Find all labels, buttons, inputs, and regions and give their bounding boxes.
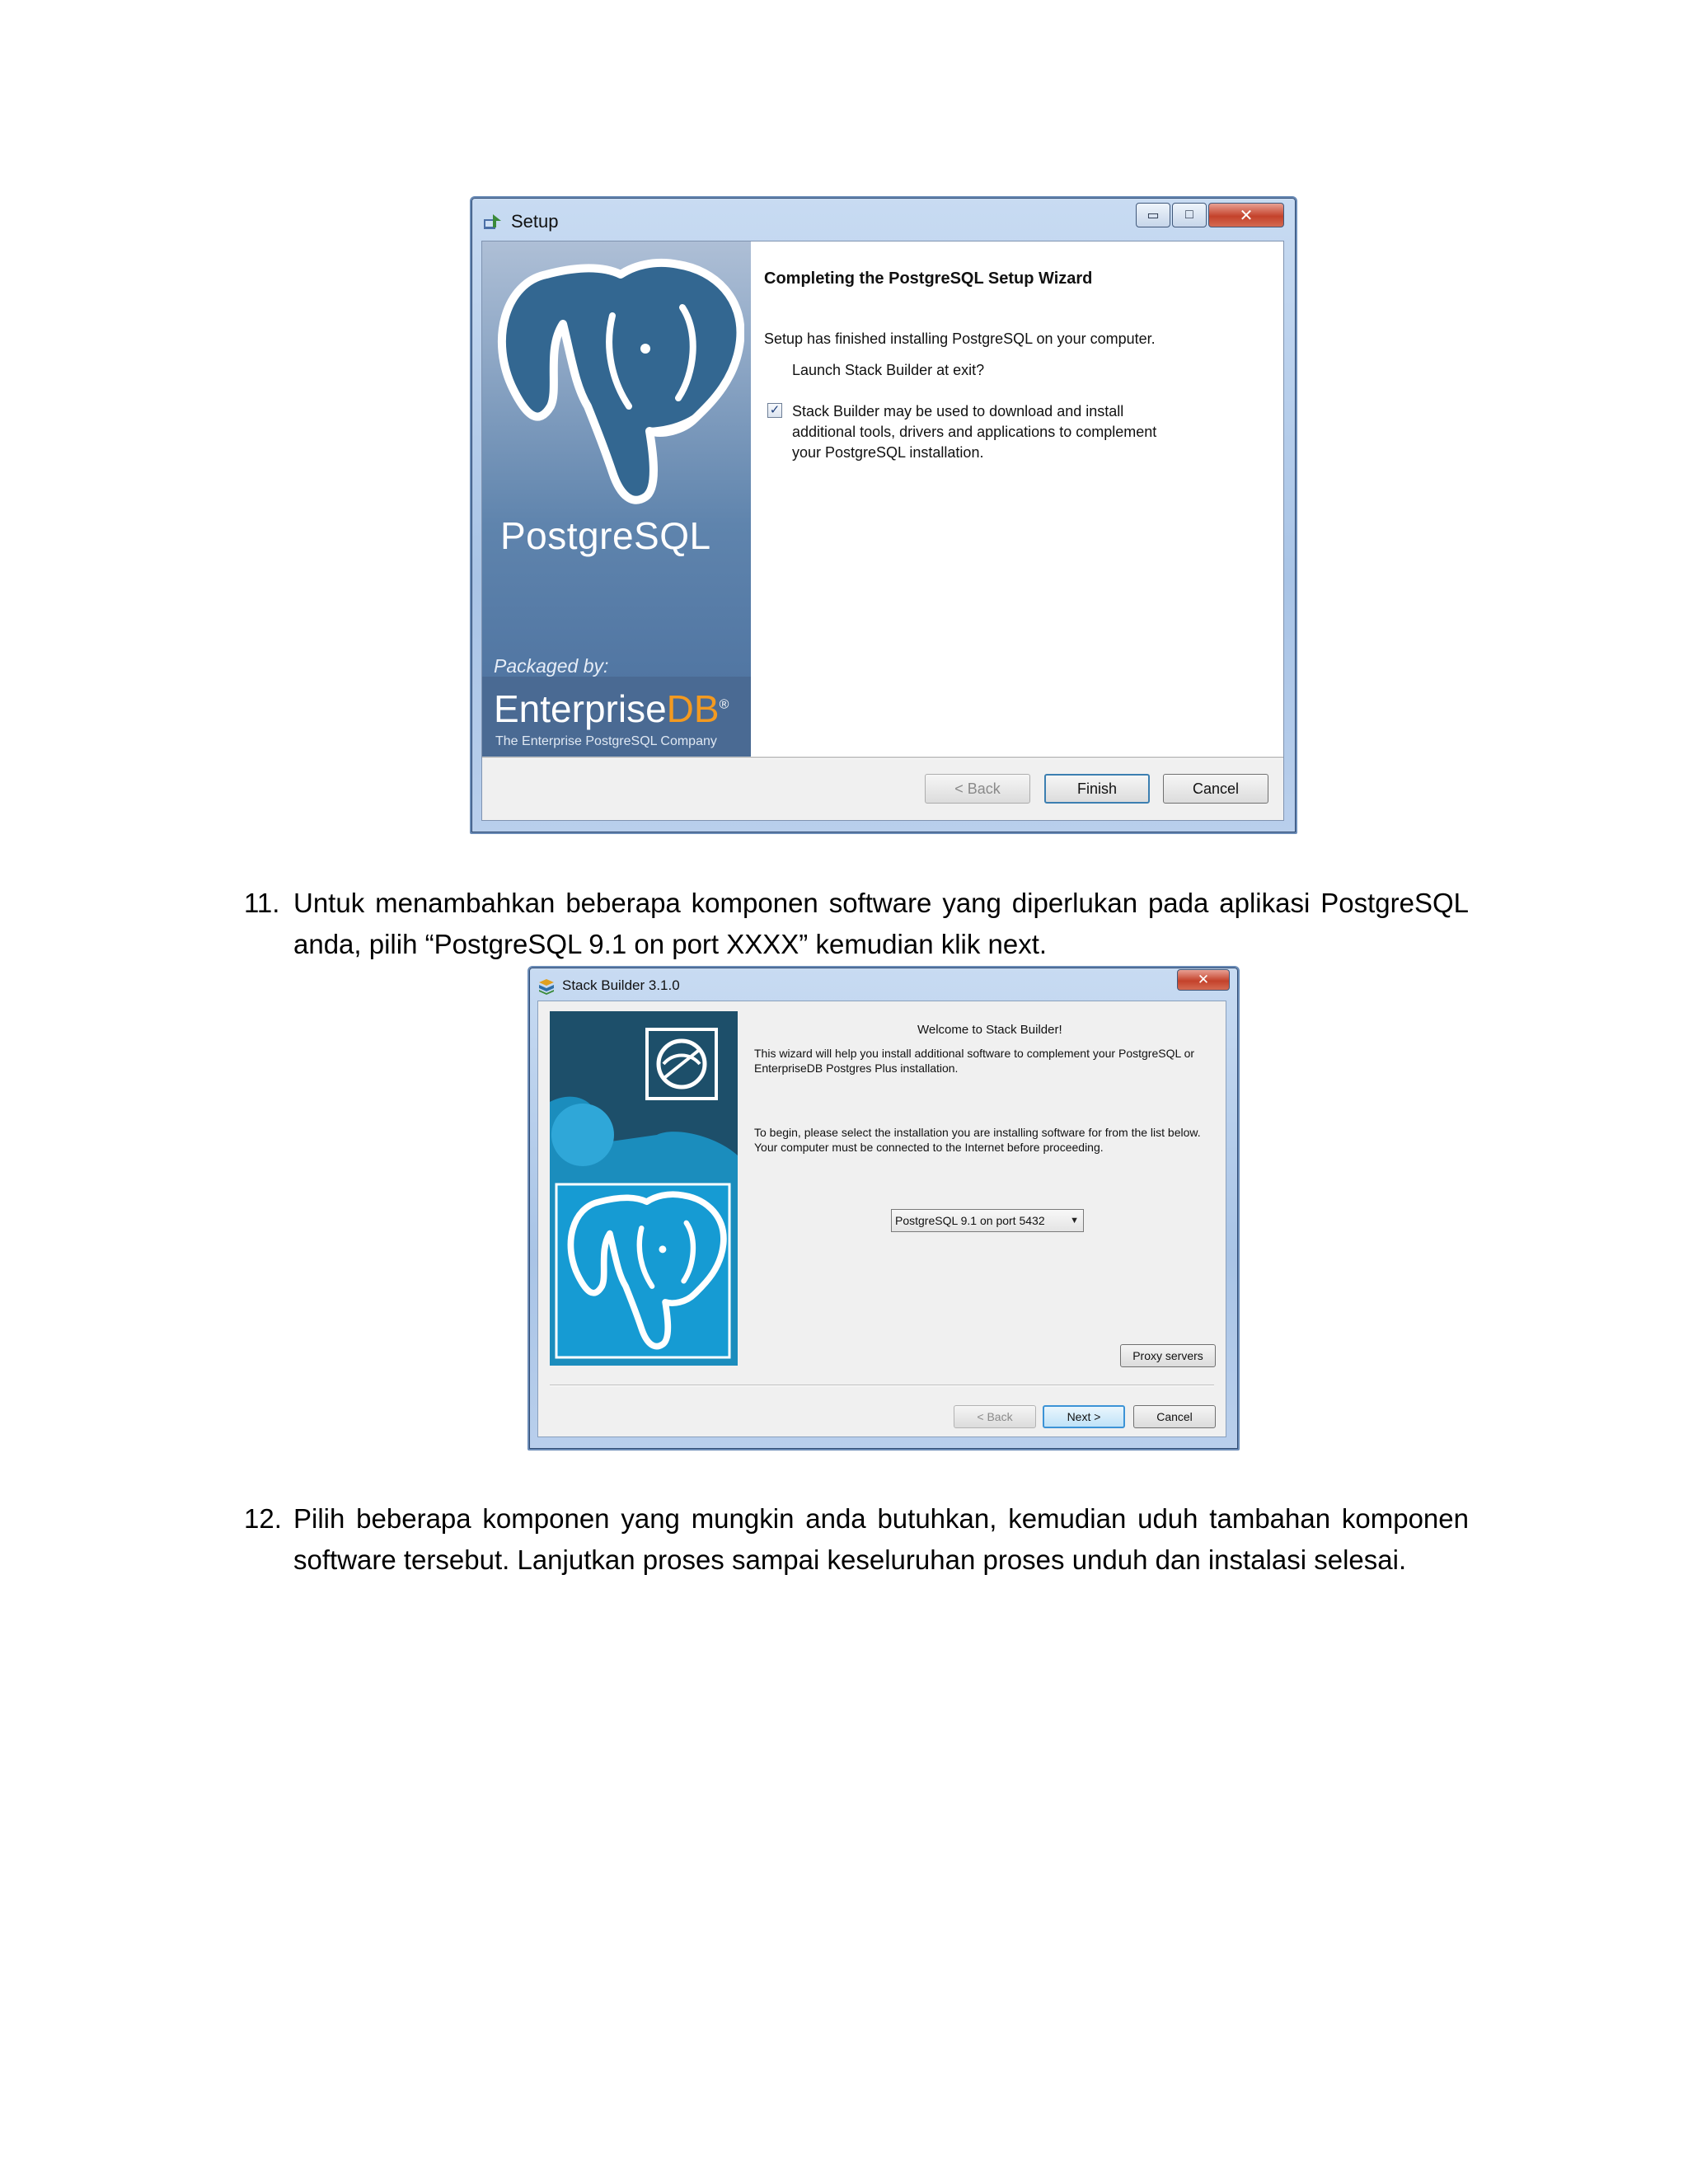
next-button[interactable]: Next > — [1043, 1405, 1125, 1428]
button-separator — [482, 757, 1283, 759]
enterprisedb-tagline: The Enterprise PostgreSQL Company — [495, 734, 717, 748]
setup-banner — [482, 241, 751, 757]
stack-builder-window — [528, 966, 1240, 1451]
step-number: 11. — [244, 888, 280, 918]
step-11 — [244, 883, 1469, 965]
stack-builder-client-area — [537, 1001, 1226, 1437]
close-icon: ✕ — [1239, 206, 1254, 225]
sb-close-button[interactable] — [1177, 969, 1230, 991]
sb-back-button[interactable]: < Back — [954, 1405, 1036, 1428]
welcome-heading: Welcome to Stack Builder! — [917, 1023, 1062, 1037]
setup-window-title: Setup — [511, 211, 559, 232]
finished-text: Setup has finished installing PostgreSQL on your computer. — [764, 330, 1156, 347]
installation-select[interactable] — [891, 1209, 1084, 1232]
enterprisedb-logo: EnterpriseDB® — [494, 687, 729, 730]
close-button[interactable] — [1208, 203, 1284, 227]
step-text-line1: Pilih beberapa komponen yang mungkin anda butuhkan, kemudian uduh tambahan komponen — [293, 1503, 1469, 1534]
banner-packaged-by: Packaged by: — [494, 655, 609, 677]
step-text-line2: software tersebut. Lanjutkan proses sampai keseluruhan proses unduh dan instalasi selesai. — [293, 1544, 1407, 1575]
dropdown-arrow-icon: ▼ — [1070, 1216, 1079, 1226]
stack-builder-app-icon — [537, 977, 556, 996]
minimize-icon: ▭ — [1146, 209, 1160, 223]
step-12 — [244, 1498, 1469, 1581]
banner-product-name: PostgreSQL — [500, 514, 711, 557]
back-button[interactable]: < Back — [925, 774, 1030, 804]
stack-builder-banner — [550, 1011, 738, 1366]
installation-select-value: PostgreSQL 9.1 on port 5432 — [895, 1214, 1045, 1227]
stack-builder-window-title: Stack Builder 3.1.0 — [562, 977, 680, 993]
step-text-line2: anda, pilih “PostgreSQL 9.1 on port XXXX” kemudian klik next. — [293, 929, 1048, 959]
launch-stack-builder-checkbox[interactable]: ✓ — [767, 403, 782, 418]
sb-button-separator — [550, 1385, 1214, 1386]
setup-content-panel — [751, 241, 1283, 757]
instructions-text: To begin, please select the installation you are installing software for from the list below. Your computer must be connected to the Internet before proceeding. — [754, 1126, 1201, 1154]
step-text-line1: Untuk menambahkan beberapa komponen software yang diperlukan pada aplikasi PostgreSQL — [293, 888, 1469, 918]
proxy-servers-button[interactable]: Proxy servers — [1120, 1344, 1216, 1367]
wizard-heading: Completing the PostgreSQL Setup Wizard — [764, 269, 1093, 288]
setup-titlebar[interactable] — [471, 198, 1296, 241]
finish-button[interactable]: Finish — [1044, 774, 1150, 804]
launch-question: Launch Stack Builder at exit? — [792, 362, 985, 378]
stack-builder-elephant-icon — [560, 1186, 729, 1355]
cancel-button[interactable]: Cancel — [1163, 774, 1268, 804]
sb-cancel-button[interactable]: Cancel — [1133, 1405, 1216, 1428]
intro-text: This wizard will help you install additional software to complement your PostgreSQL or EnterpriseDB Postgres Plus installation. — [754, 1047, 1195, 1075]
step-number: 12. — [244, 1503, 282, 1534]
setup-app-icon — [483, 213, 503, 231]
setup-window — [470, 196, 1297, 834]
maximize-icon: □ — [1185, 208, 1193, 222]
setup-client-area — [481, 241, 1284, 821]
close-icon: ✕ — [1197, 972, 1210, 987]
postgresql-elephant-icon — [489, 250, 744, 513]
checkbox-description: Stack Builder may be used to download and install additional tools, drivers and applications to complement your PostgreSQL installation. — [792, 403, 1157, 461]
maximize-button[interactable] — [1172, 203, 1207, 227]
minimize-button[interactable] — [1136, 203, 1170, 227]
